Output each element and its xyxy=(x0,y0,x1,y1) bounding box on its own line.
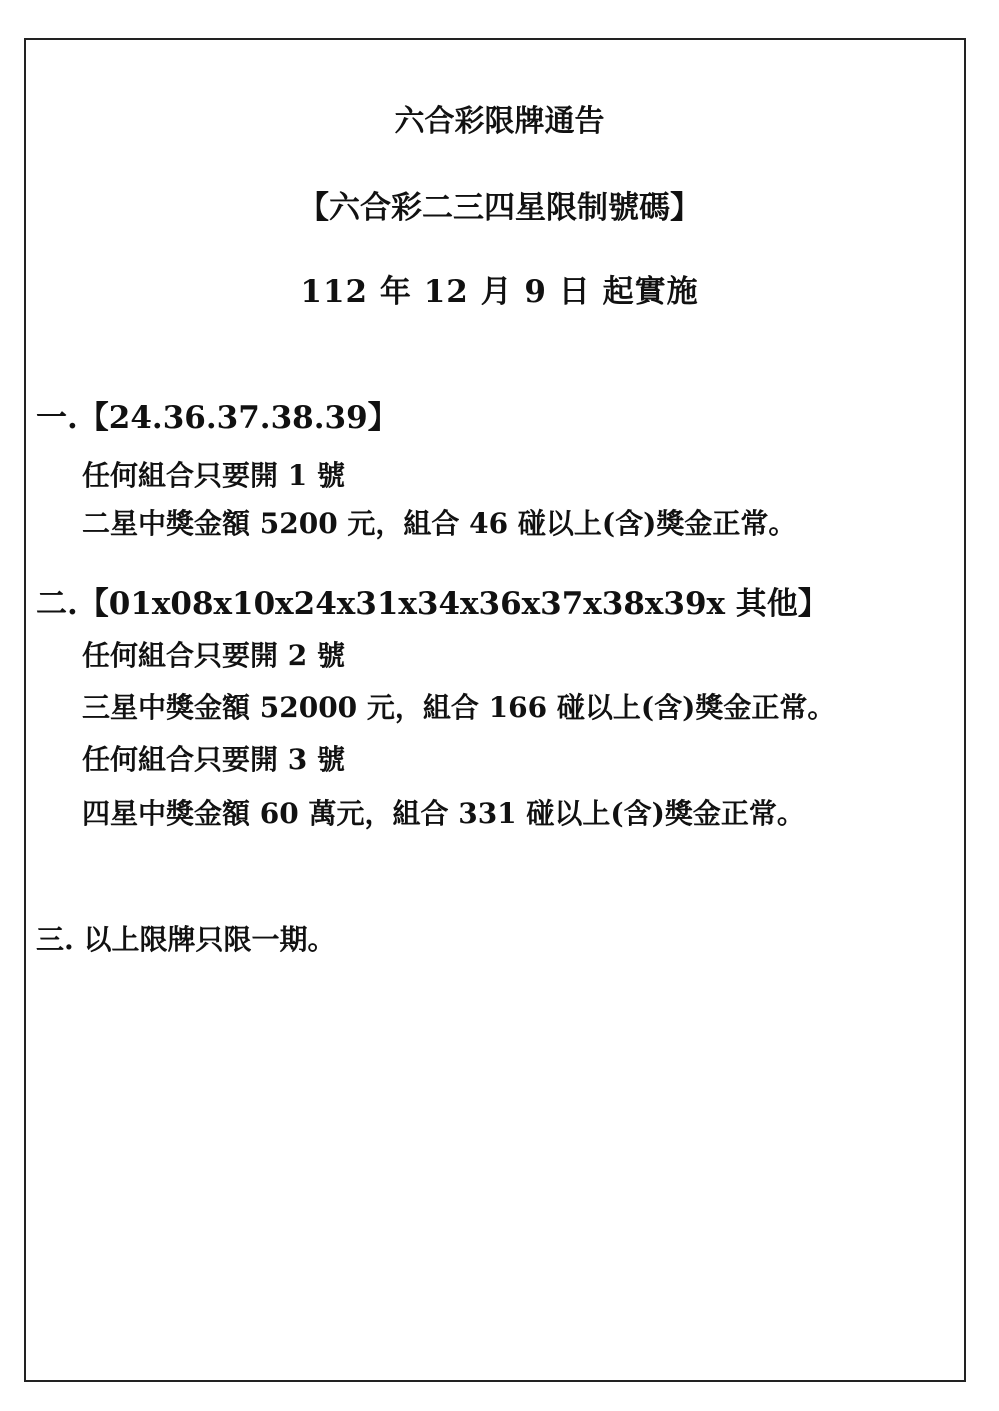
notice-title: 六合彩限牌通告 xyxy=(394,104,605,139)
notice-subtitle: 【六合彩二三四星限制號碼】 xyxy=(298,190,701,226)
section-1-heading: 一.【24.36.37.38.39】 xyxy=(36,400,399,436)
section-2-line-2: 三星中獎金額 52000 元，組合 166 碰以上(含)獎金正常。 xyxy=(82,691,836,724)
section-2-line-4: 四星中獎金額 60 萬元，組合 331 碰以上(含)獎金正常。 xyxy=(82,797,805,830)
section-3-heading: 三. 以上限牌只限一期。 xyxy=(36,923,336,956)
section-1-line-1: 任何組合只要開 1 號 xyxy=(82,459,345,492)
section-2-line-1: 任何組合只要開 2 號 xyxy=(82,639,345,672)
section-1-line-2: 二星中獎金額 5200 元，組合 46 碰以上(含)獎金正常。 xyxy=(82,507,797,540)
section-2-heading: 二.【01x08x10x24x31x34x36x37x38x39x 其他】 xyxy=(36,586,829,622)
section-2-line-3: 任何組合只要開 3 號 xyxy=(82,743,345,776)
effective-date: 112 年 12 月 9 日 起實施 xyxy=(300,274,699,310)
